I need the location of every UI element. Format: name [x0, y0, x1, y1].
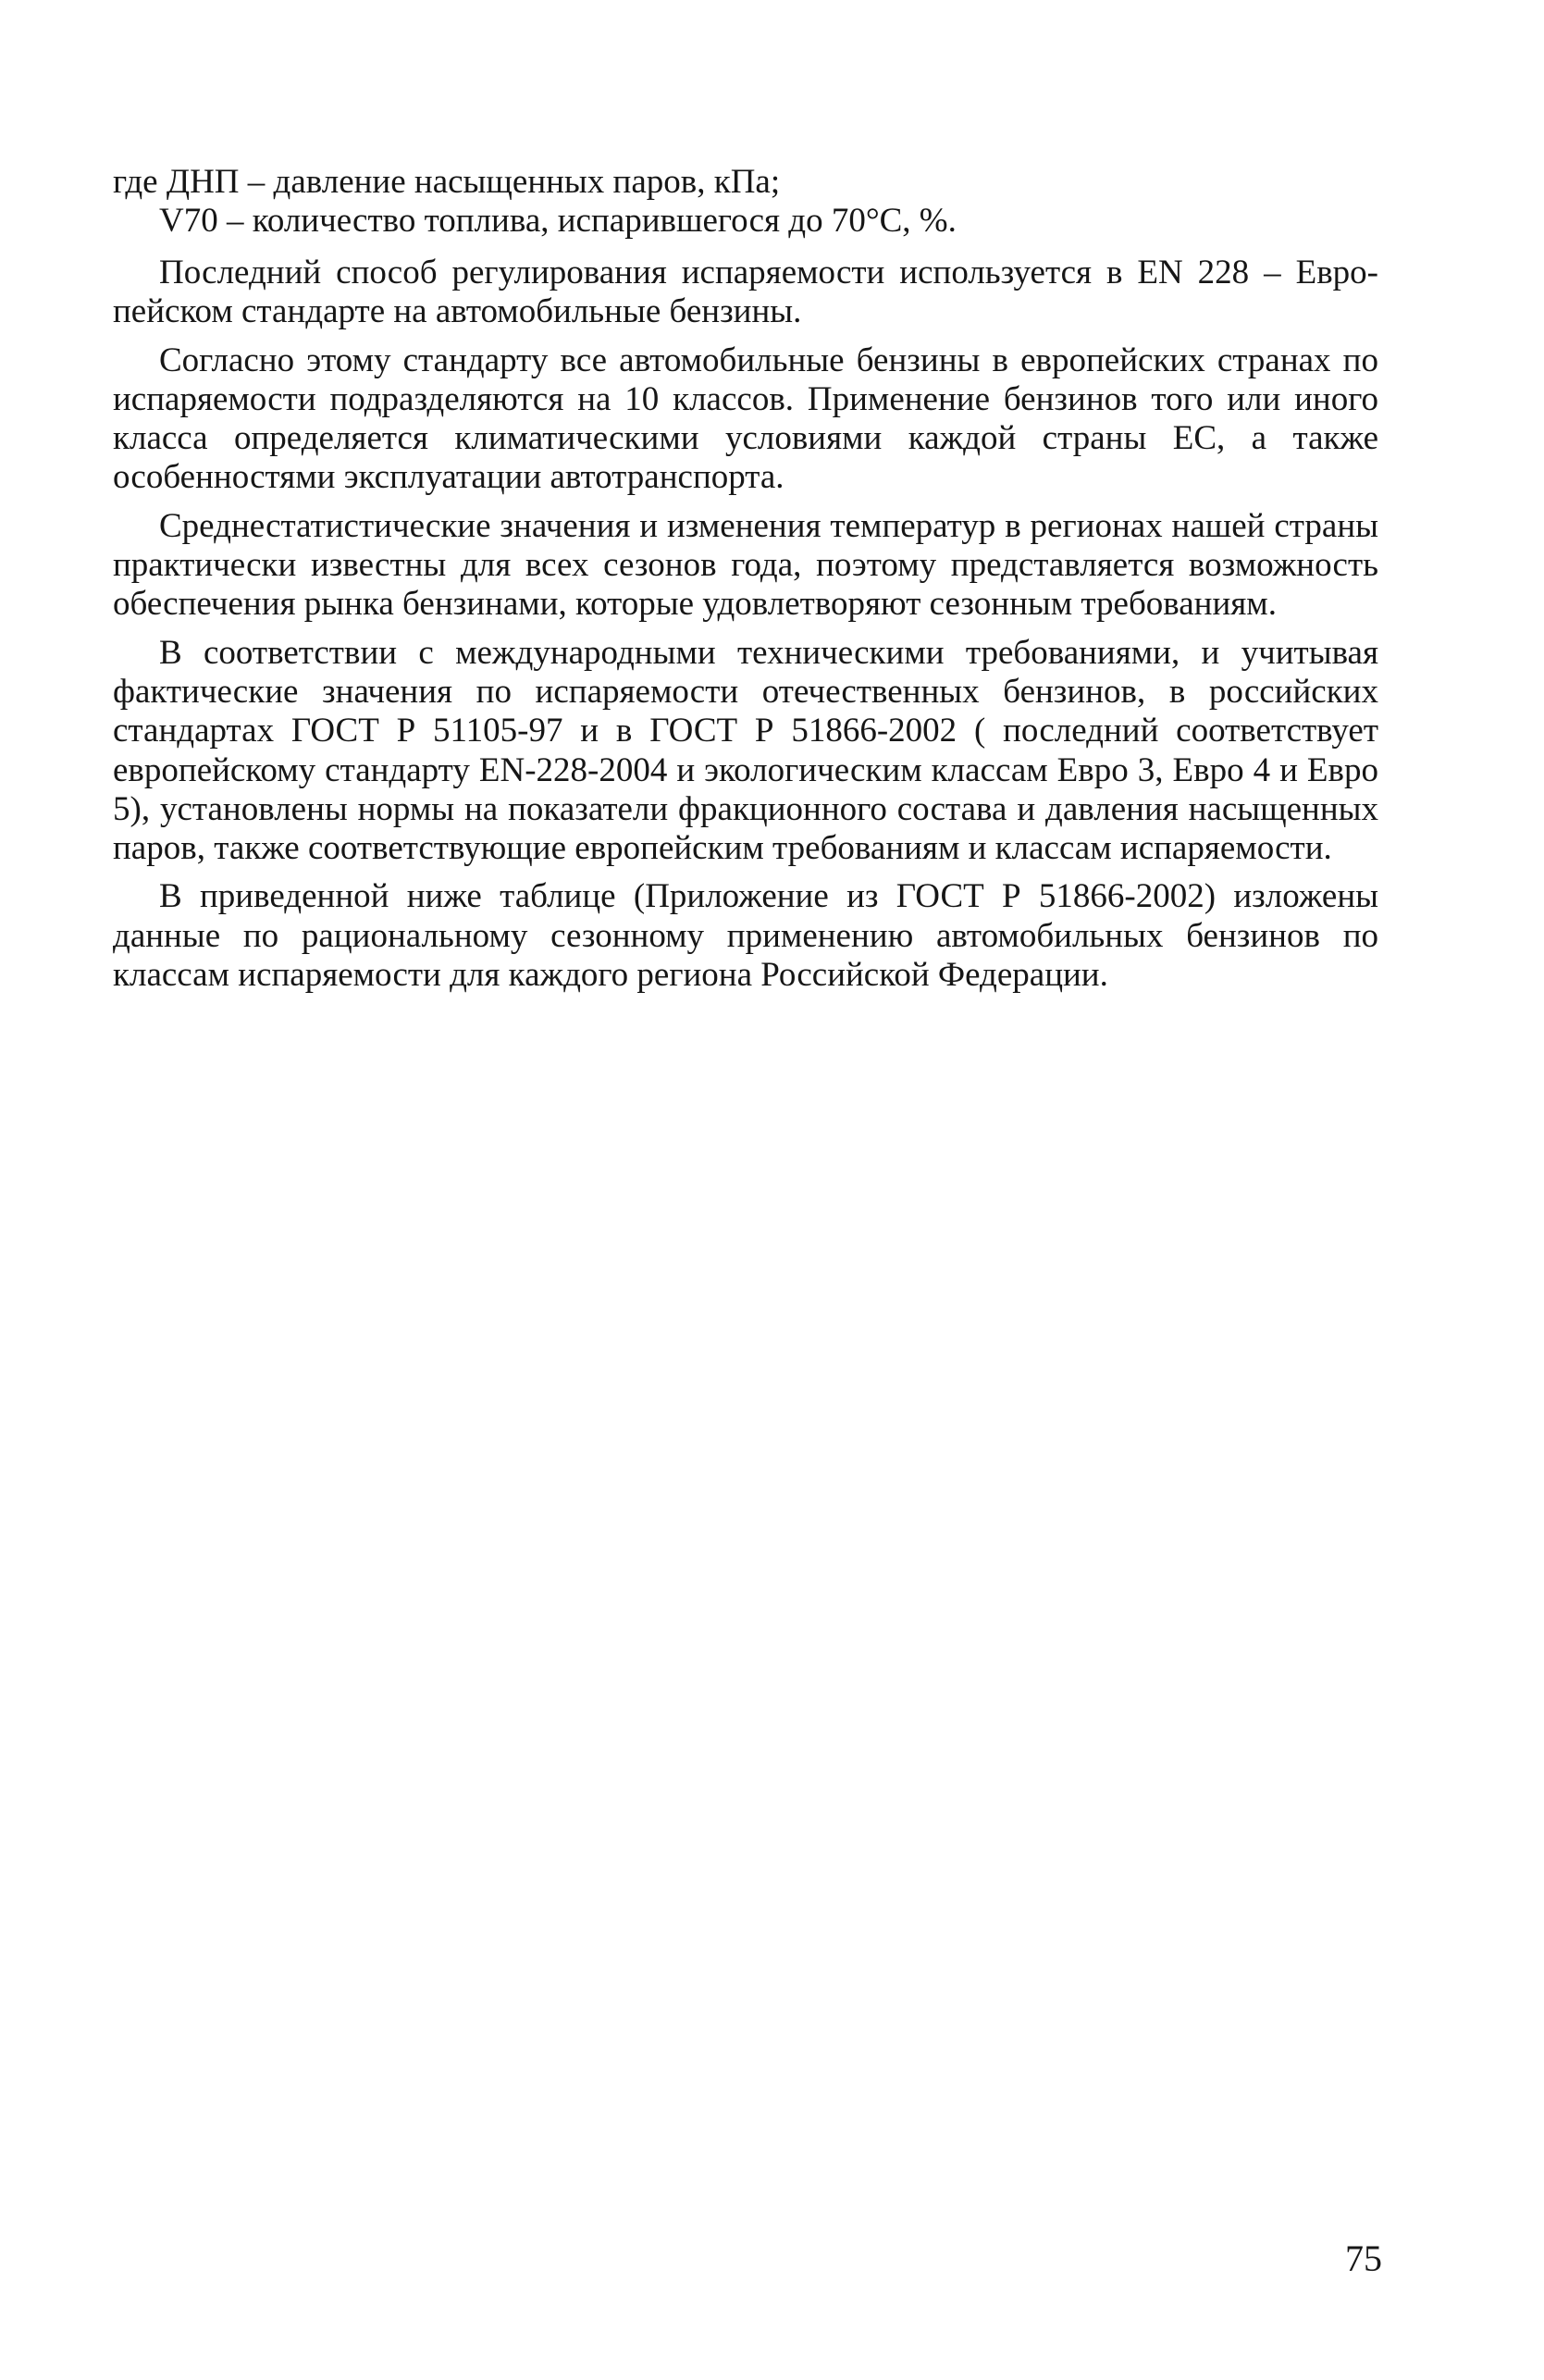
page-number: 75 [1345, 2237, 1382, 2279]
paragraph-temperatures: Среднестатистические значения и изменения температур в регионах нашей страны практически известны для всех сезонов года, поэтому представляется возможность обеспечения рынка бензинами, которые удовлетворяют сезонным требованиям. [113, 506, 1378, 624]
definition-v70: V70 – количество топлива, испарившегося до 70°С, %. [159, 202, 957, 240]
paragraph-classes: Согласно этому стандарту все автомобильные бензины в европейских странах по испаряемости подразделяются на 10 классов. Применение бензинов того или иного класса определяется климатическими условиями каждой страны ЕС, а также особенностями эксплуатации автотранспорта. [113, 341, 1378, 497]
body-text [113, 163, 1378, 1004]
paragraph-en228: Последний способ регулирования испаряемости используется в EN 228 – Европейском стандарте на автомобильные бензины. [113, 254, 1378, 331]
paragraph-table-intro: В приведенной ниже таблице (Приложение из ГОСТ Р 51866-2002) изложены данные по рациональному сезонному применению автомобильных бензинов по классам испаряемости для каждого региона Российской Федерации. [113, 877, 1378, 995]
definition-dnp: где ДНП – давление насыщенных паров, кПа; [113, 163, 781, 201]
paragraph-standards: В соответствии с международными техническими требованиями, и учитывая фактические значения по испаряемости отечественных бензинов, в российских стандартах ГОСТ Р 51105-97 и в ГОСТ Р 51866-2002 ( последний соответствует европейскому стандарту EN-228-2004 и экологическим классам Евро 3, Евро 4 и Евро 5), установлены нормы на показатели фракционного состава и давления насыщенных паров, также соответствующие европейским требованиям и классам испаряемости. [113, 633, 1378, 868]
